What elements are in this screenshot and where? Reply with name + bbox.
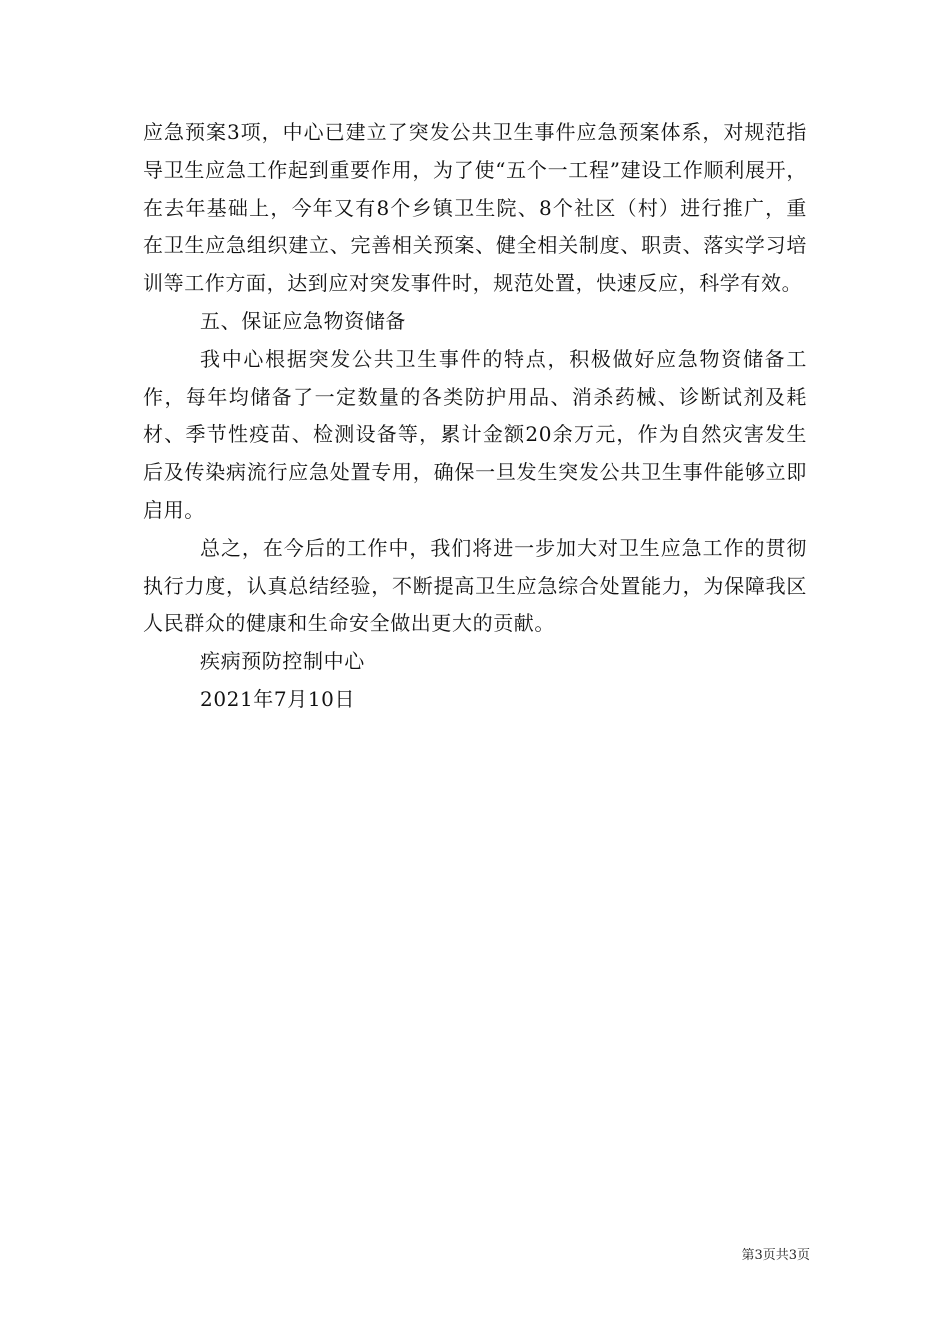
signature-date: 2021年7月10日 — [200, 686, 356, 711]
section-heading-supplies: 五、保证应急物资储备 — [200, 308, 406, 333]
page-number: 第3页共3页 — [741, 1248, 810, 1263]
paragraph-preparedness-system: 应急预案3项，中心已建立了突发公共卫生事件应急预案体系，对规范指导卫生应急工作起到重要作用，为了使“五个一工程”建设工作顺利展开，在去年基础上，今年又有8个乡镇卫生院、8个社区（村）进行推广，重在卫生应急组织建立、完善相关预案、健全相关制度、职责、落实学习培训等工作方面，达到应对突发事件时，规范处置，快速反应，科学有效。 — [143, 120, 807, 296]
paragraph-supplies: 我中心根据突发公共卫生事件的特点，积极做好应急物资储备工作，每年均储备了一定数量的各类防护用品、消杀药械、诊断试剂及耗材、季节性疫苗、检测设备等，累计金额20余万元，作为自然灾害发生后及传染病流行应急处置专用，确保一旦发生突发公共卫生事件能够立即启用。 — [143, 346, 807, 522]
signature-organization: 疾病预防控制中心 — [200, 649, 365, 674]
paragraph-conclusion: 总之，在今后的工作中，我们将进一步加大对卫生应急工作的贯彻执行力度，认真总结经验，不断提高卫生应急综合处置能力，为保障我区人民群众的健康和生命安全做出更大的贡献。 — [143, 535, 807, 636]
document-body — [143, 114, 807, 719]
